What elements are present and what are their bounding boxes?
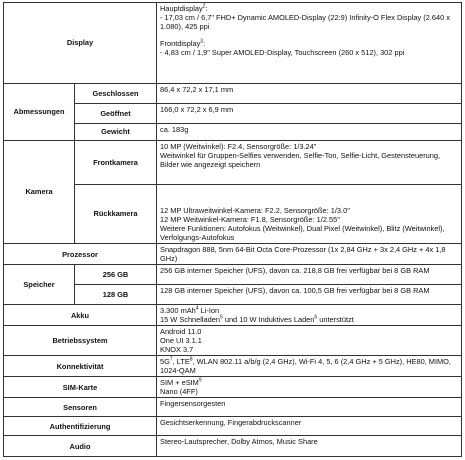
frontkamera-line: 10 MP (Weitwinkel): F2.4, Sensorgröße: 1/3.24" (160, 142, 317, 151)
rueckkamera-line: 12 MP Weitwinkel-Kamera: F1.8, Sensorgröße: 1/2.55" (160, 214, 340, 224)
prozessor-value: Snapdragon 888, 5nm 64-Bit Octa Core-Prozessor (1x 2,84 GHz + 3x 2,4 GHz + 4x 1,8 GHz) (157, 244, 462, 265)
speicher-row-256 (4, 265, 462, 285)
konnektivitaet-value: $5G^7$, LTE$^8$, WLAN 802.11 a/b/g (2,4 GHz), Wi-Fi 4, 5, 6 (2,4 GHz + 5 GHz), HE80, MIMO, 1024-QAM (157, 356, 462, 377)
abmessungen-row-closed (4, 84, 462, 104)
front-display-title: Frontdisplay$^3$: (160, 38, 206, 49)
geoeffnet-value: 166,0 x 72,2 x 6,9 mm (157, 104, 462, 124)
sim-label: SIM-Karte (4, 377, 157, 398)
geschlossen-label: Geschlossen (75, 84, 157, 104)
audio-label: Audio (4, 436, 157, 457)
prozessor-row (4, 244, 462, 265)
speicher-128-label: 128 GB (75, 285, 157, 305)
speicher-label: Speicher (4, 265, 75, 305)
frontkamera-label: Frontkamera (75, 141, 157, 185)
sim-type: SIM + eSIM$^9$ (160, 377, 202, 388)
gewicht-label: Gewicht (75, 124, 157, 141)
sensoren-value: Fingersensorgesten (157, 398, 462, 417)
display-label: Display (4, 3, 157, 84)
sensoren-label: Sensoren (4, 398, 157, 417)
speicher-128-value: 128 GB interner Speicher (UFS), davon ca. 100,5 GB frei verfügbar bei 8 GB RAM (157, 285, 462, 305)
main-display-spec: - 17,03 cm / 6,7" FHD+ Dynamic AMOLED-Display (22:9) Infinity-O Flex Display (2.640 x 1.080), 425 ppi (160, 13, 450, 32)
sim-format: Nano (4FF) (160, 387, 198, 397)
konnektivitaet-label: Konnektivität (4, 356, 157, 377)
geoeffnet-label: Geöffnet (75, 104, 157, 124)
display-row (4, 3, 462, 84)
kamera-label: Kamera (4, 141, 75, 244)
audio-row (4, 436, 462, 457)
sensoren-row (4, 398, 462, 417)
frontkamera-line: Weitwinkel für Gruppen-Selfies verwenden, Selfie-Ton, Selfie-Licht, Gestensteuerung, Bilder wie angezeigt speichern (160, 151, 441, 170)
rueckkamera-label: Rückkamera (75, 185, 157, 244)
authentifizierung-row (4, 417, 462, 436)
akku-row (4, 305, 462, 326)
akku-capacity: 3.300 mAh$^4$ Li-Ion (160, 305, 220, 316)
authentifizierung-value: Gesichtserkennung, Fingerabdruckscanner (157, 417, 462, 436)
akku-value (157, 305, 462, 326)
sim-value (157, 377, 462, 398)
front-display-spec: - 4,83 cm / 1,9" Super AMOLED-Display, Touchscreen (260 x 512), 302 ppi (160, 48, 405, 58)
os-line: One UI 3.1.1 (160, 336, 202, 346)
frontkamera-value (157, 141, 462, 185)
rueckkamera-line: Weitere Funktionen: Autofokus (Weitwinkel), Dual Pixel (Weitwinkel), Blitz (Weitwinkel), Verfolgungs-Autofokus (160, 223, 445, 242)
authentifizierung-label: Authentifizierung (4, 417, 157, 436)
speicher-256-label: 256 GB (75, 265, 157, 285)
geschlossen-value: 86,4 x 72,2 x 17,1 mm (157, 84, 462, 104)
betriebssystem-value (157, 326, 462, 356)
abmessungen-label: Abmessungen (4, 84, 75, 141)
kamera-row-front (4, 141, 462, 185)
betriebssystem-row (4, 326, 462, 356)
prozessor-label: Prozessor (4, 244, 157, 265)
sim-row (4, 377, 462, 398)
gewicht-value: ca. 183g (157, 124, 462, 141)
audio-value: Stereo-Lautsprecher, Dolby Atmos, Music Share (157, 436, 462, 457)
os-line: KNOX 3.7 (160, 345, 194, 355)
display-value (157, 3, 462, 84)
main-display-title: Hauptdisplay$^2$: (160, 3, 208, 13)
rueckkamera-value (157, 185, 462, 244)
konnektivitaet-row (4, 356, 462, 377)
betriebssystem-label: Betriebssystem (4, 326, 157, 356)
os-line: Android 11.0 (160, 327, 202, 337)
rueckkamera-line: 12 MP Ultraweitwinkel-Kamera: F2.2, Sensorgröße: 1/3.0" (160, 205, 350, 215)
speicher-256-value: 256 GB interner Speicher (UFS), davon ca. 218,8 GB frei verfügbar bei 8 GB RAM (157, 265, 462, 285)
spec-table (3, 2, 462, 457)
akku-label: Akku (4, 305, 157, 326)
akku-charging: 15 W Schnelladen$^5$ und 10 W Induktives Laden$^6$ unterstützt (160, 314, 354, 325)
